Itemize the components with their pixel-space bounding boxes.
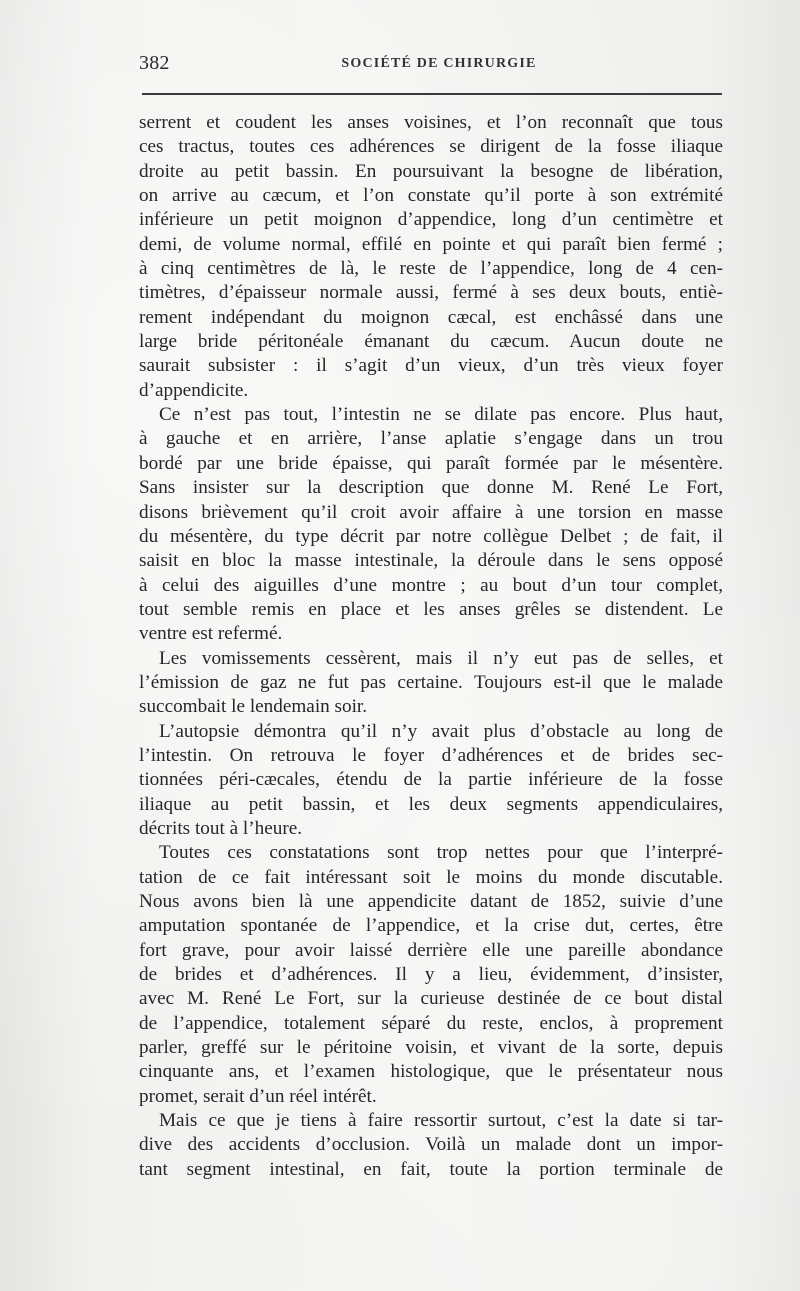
text-line: tout semble remis en place et les anses grêles se distendent. Le [139,598,723,620]
header-rule [142,93,722,95]
text-line: Sans insister sur la description que donne M. René Le Fort, [139,477,723,499]
text-line: l’émission de gaz ne fut pas certaine. Toujours est-il que le malade [139,671,723,693]
text-line: Ce n’est pas tout, l’intestin ne se dilate pas encore. Plus haut, [159,404,723,426]
text-line: saisit en bloc la masse intestinale, la déroule dans le sens opposé [139,550,723,572]
text-line: tionnées péri-cæcales, étendu de la partie inférieure de la fosse [139,769,723,791]
text-line: L’autopsie démontra qu’il n’y avait plus d’obstacle au long de [159,720,723,742]
text-line: décrits tout à l’heure. [139,817,303,839]
text-line: ces tractus, toutes ces adhérences se dirigent de la fosse iliaque [139,136,723,158]
paragraph [139,403,723,646]
running-title: SOCIÉTÉ DE CHIRURGIE [341,56,537,71]
running-header [139,52,726,78]
text-line: demi, de volume normal, effilé en pointe et qui paraît bien fermé ; [139,233,723,255]
text-line: succombait le lendemain soir. [139,696,368,718]
text-line: timètres, d’épaisseur normale aussi, fermé à ses deux bouts, entiè- [139,282,723,304]
text-line: à cinq centimètres de là, le reste de l’appendice, long de 4 cen- [139,258,723,280]
text-line: ventre est refermé. [139,623,283,645]
text-line: promet, serait d’un réel intérêt. [139,1085,377,1107]
text-line: tation de ce fait intéressant soit le moins du monde discutable. [139,866,723,888]
text-line: avec M. René Le Fort, sur la curieuse destinée de ce bout distal [139,988,723,1010]
text-line: tant segment intestinal, en fait, toute la portion terminale de [139,1158,723,1180]
text-line: serrent et coudent les anses voisines, et l’on reconnaît que tous [139,112,723,133]
body-text [139,111,723,1182]
text-line: de l’appendice, totalement séparé du reste, enclos, à proprement [139,1012,723,1034]
text-line: dive des accidents d’occlusion. Voilà un malade dont un impor- [139,1134,723,1156]
text-line: on arrive au cæcum, et l’on constate qu’il porte à son extrémité [139,185,723,207]
text-line: amputation spontanée de l’appendice, et la crise dut, certes, être [139,915,723,937]
paragraph [139,111,723,403]
text-line: l’intestin. On retrouva le foyer d’adhérences et de brides sec- [139,744,723,766]
text-line: droite au petit bassin. En poursuivant la besogne de libération, [139,160,723,182]
text-line: du mésentère, du type décrit par notre collègue Delbet ; de fait, il [139,525,723,547]
text-line: Nous avons bien là une appendicite datant de 1852, suivie d’une [139,891,723,912]
text-line: cinquante ans, et l’examen histologique, que le présentateur nous [139,1061,723,1083]
text-line: Mais ce que je tiens à faire ressortir surtout, c’est la date si tar- [159,1110,723,1132]
paragraph [139,1109,723,1182]
text-line: d’appendicite. [139,379,249,401]
text-line: disons brièvement qu’il croit avoir affaire à une torsion en masse [139,501,723,523]
text-line: iliaque au petit bassin, et les deux segments appendiculaires, [139,793,723,815]
page-number: 382 [139,52,170,74]
text-line: Toutes ces constatations sont trop nettes pour que l’interpré- [159,842,723,864]
text-line: fort grave, pour avoir laissé derrière elle une pareille abondance [139,939,723,961]
paragraph [139,647,723,720]
text-line: inférieure un petit moignon d’appendice, long d’un centimètre et [139,209,723,231]
text-line: Les vomissements cessèrent, mais il n’y eut pas de selles, et [159,647,723,669]
text-line: rement indépendant du moignon cæcal, est enchâssé dans une [139,306,723,328]
paragraph [139,720,723,842]
paragraph [139,841,723,1109]
text-line: à celui des aiguilles d’une montre ; au bout d’un tour complet, [139,574,723,596]
text-line: à gauche et en arrière, l’anse aplatie s’engage dans un trou [139,428,723,450]
text-line: parler, greffé sur le péritoine voisin, et vivant de la sorte, depuis [139,1037,723,1059]
text-line: large bride péritonéale émanant du cæcum. Aucun doute ne [139,331,723,353]
text-line: bordé par une bride épaisse, qui paraît formée par le mésentère. [139,452,723,474]
text-line: saurait subsister : il s’agit d’un vieux, d’un très vieux foyer [139,355,723,377]
text-line: de brides et d’adhérences. Il y a lieu, évidemment, d’insister, [139,964,723,986]
